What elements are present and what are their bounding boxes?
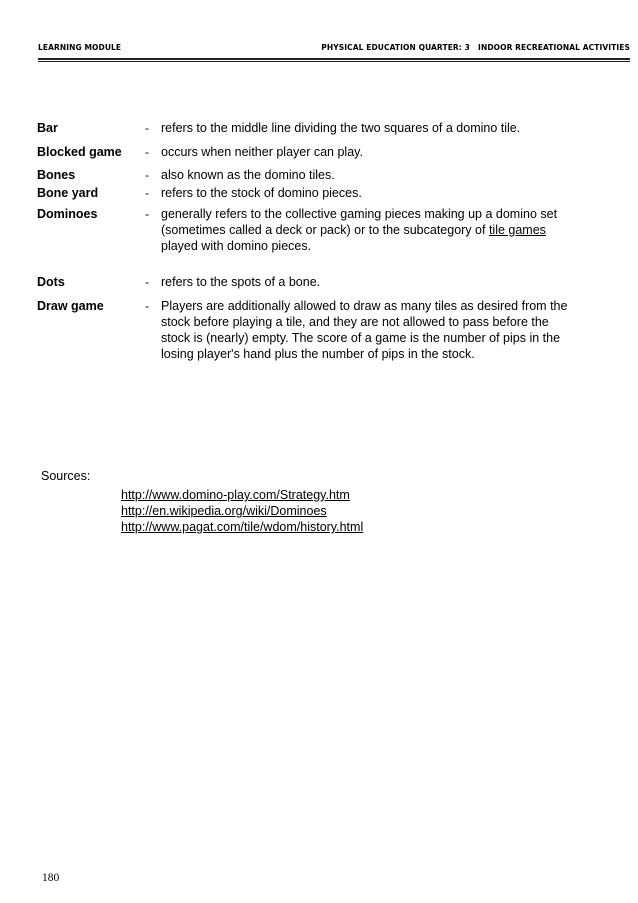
glossary-term: Draw game (37, 299, 104, 313)
header-rule-thin (38, 61, 630, 62)
definition-text: played with domino pieces. (161, 239, 312, 253)
glossary-entry-draw-game (37, 298, 577, 362)
header-rule-thick (38, 58, 630, 60)
glossary-definition: refers to the stock of domino pieces. (161, 186, 362, 200)
sources-label: Sources: (41, 469, 91, 483)
glossary-list (37, 120, 577, 362)
source-link-pagat[interactable]: http://www.pagat.com/tile/wdom/history.html (121, 520, 364, 534)
glossary-dash: - (145, 275, 149, 289)
glossary-term: Dots (37, 275, 65, 289)
page-number: 180 (42, 872, 60, 884)
glossary-term: Bone yard (37, 186, 99, 200)
glossary-definition: Players are additionally allowed to draw as many tiles as desired from the stock before playing a tile, and they are not allowed to pass before the stock is (nearly) empty. The score of a game is the number of pips in the losing player's hand plus the number of pips in the stock. (161, 299, 568, 361)
glossary-entry-blocked-game (37, 144, 577, 160)
glossary-dash: - (145, 121, 149, 135)
glossary-entry-bar (37, 120, 577, 136)
glossary-dash: - (145, 145, 149, 159)
glossary-term: Bar (37, 121, 58, 135)
glossary-definition (161, 206, 571, 254)
glossary-entry-bone-yard (37, 185, 577, 201)
header-module-label: LEARNING MODULE (38, 43, 122, 52)
glossary-term: Blocked game (37, 145, 122, 159)
glossary-definition: also known as the domino tiles. (161, 168, 335, 182)
glossary-entry-dots (37, 274, 577, 290)
glossary-dash: - (145, 207, 149, 221)
glossary-dash: - (145, 168, 149, 182)
source-link-wikipedia[interactable]: http://en.wikipedia.org/wiki/Dominoes (121, 504, 327, 518)
glossary-definition: refers to the spots of a bone. (161, 275, 321, 289)
glossary-entry-bones (37, 167, 577, 183)
glossary-dash: - (145, 186, 149, 200)
header-subject-label: PHYSICAL EDUCATION QUARTER: 3 INDOOR RECREATIONAL ACTIVITIES (321, 43, 630, 52)
glossary-definition: occurs when neither player can play. (161, 145, 363, 159)
glossary-term: Bones (37, 168, 76, 182)
tile-games-link[interactable]: tile games (488, 223, 546, 237)
page-header (38, 43, 630, 57)
glossary-definition: refers to the middle line dividing the two squares of a domino tile. (161, 121, 521, 135)
glossary-term: Dominoes (37, 207, 98, 221)
glossary-entry-dominoes (37, 206, 577, 254)
sources-links (121, 487, 363, 535)
glossary-dash: - (145, 299, 149, 313)
definition-text: generally refers to the collective gaming pieces making up a domino set (sometimes called a deck or pack) or to the subcategory of (161, 207, 558, 237)
source-link-domino-play[interactable]: http://www.domino-play.com/Strategy.htm (121, 488, 350, 502)
